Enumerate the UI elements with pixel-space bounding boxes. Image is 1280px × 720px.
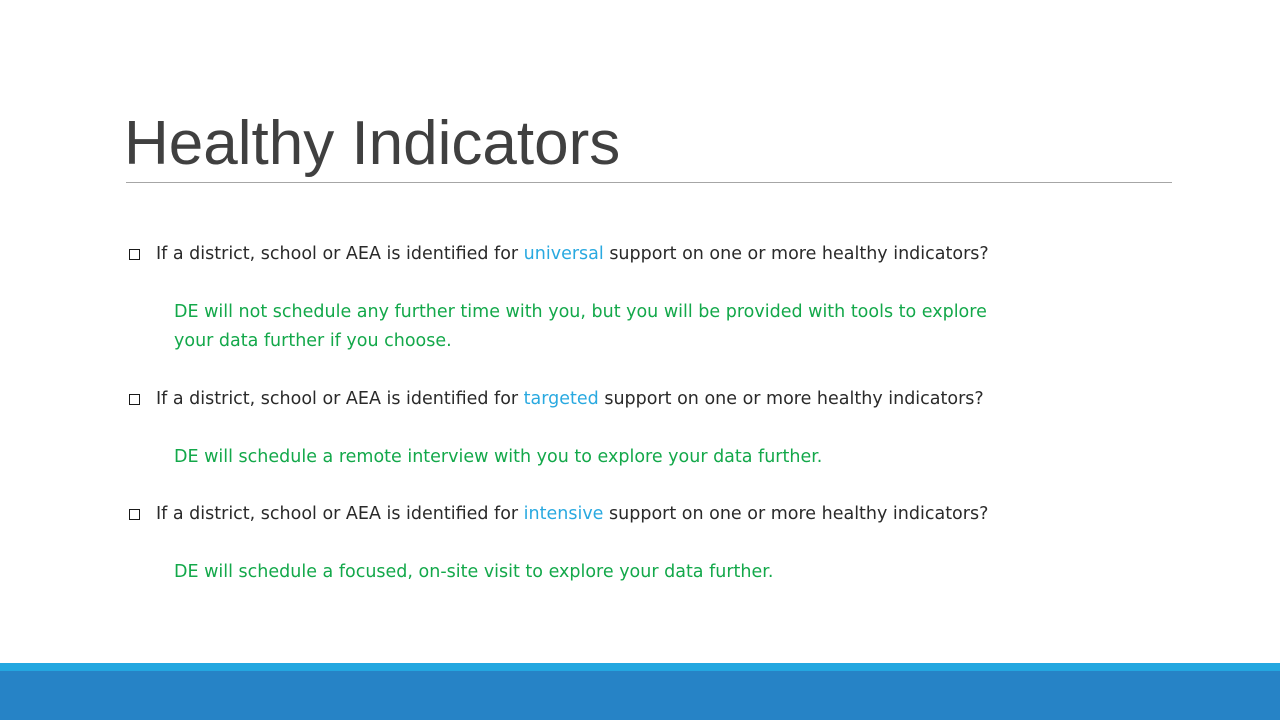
question-text-suffix: support on one or more healthy indicators? [603, 244, 989, 264]
support-level-intensive: intensive [523, 504, 604, 524]
title-divider [126, 182, 1172, 183]
checkbox-bullet-icon [129, 509, 140, 520]
slide-title: Healthy Indicators [124, 109, 621, 178]
question-targeted [126, 385, 1136, 414]
slide-content [126, 240, 1136, 587]
question-text-suffix: support on one or more healthy indicators? [598, 389, 984, 409]
support-level-universal: universal [523, 244, 604, 264]
answer-targeted [126, 443, 1136, 472]
question-text-prefix: If a district, school or AEA is identified for [156, 244, 524, 264]
answer-universal [126, 298, 1136, 356]
answer-line: DE will not schedule any further time with you, but you will be provided with tools to explore [174, 302, 987, 322]
support-level-targeted: targeted [523, 389, 599, 409]
checkbox-bullet-icon [129, 394, 140, 405]
footer-band [0, 671, 1280, 720]
question-text-prefix: If a district, school or AEA is identified for [156, 504, 524, 524]
question-universal [126, 240, 1136, 269]
footer-accent-band [0, 663, 1280, 671]
question-intensive [126, 500, 1136, 529]
answer-intensive [126, 558, 1136, 587]
answer-line: your data further if you choose. [174, 331, 452, 351]
question-text-prefix: If a district, school or AEA is identified for [156, 389, 524, 409]
answer-line: DE will schedule a remote interview with you to explore your data further. [174, 447, 823, 467]
answer-line: DE will schedule a focused, on-site visit to explore your data further. [174, 562, 774, 582]
checkbox-bullet-icon [129, 249, 140, 260]
question-text-suffix: support on one or more healthy indicators? [603, 504, 989, 524]
